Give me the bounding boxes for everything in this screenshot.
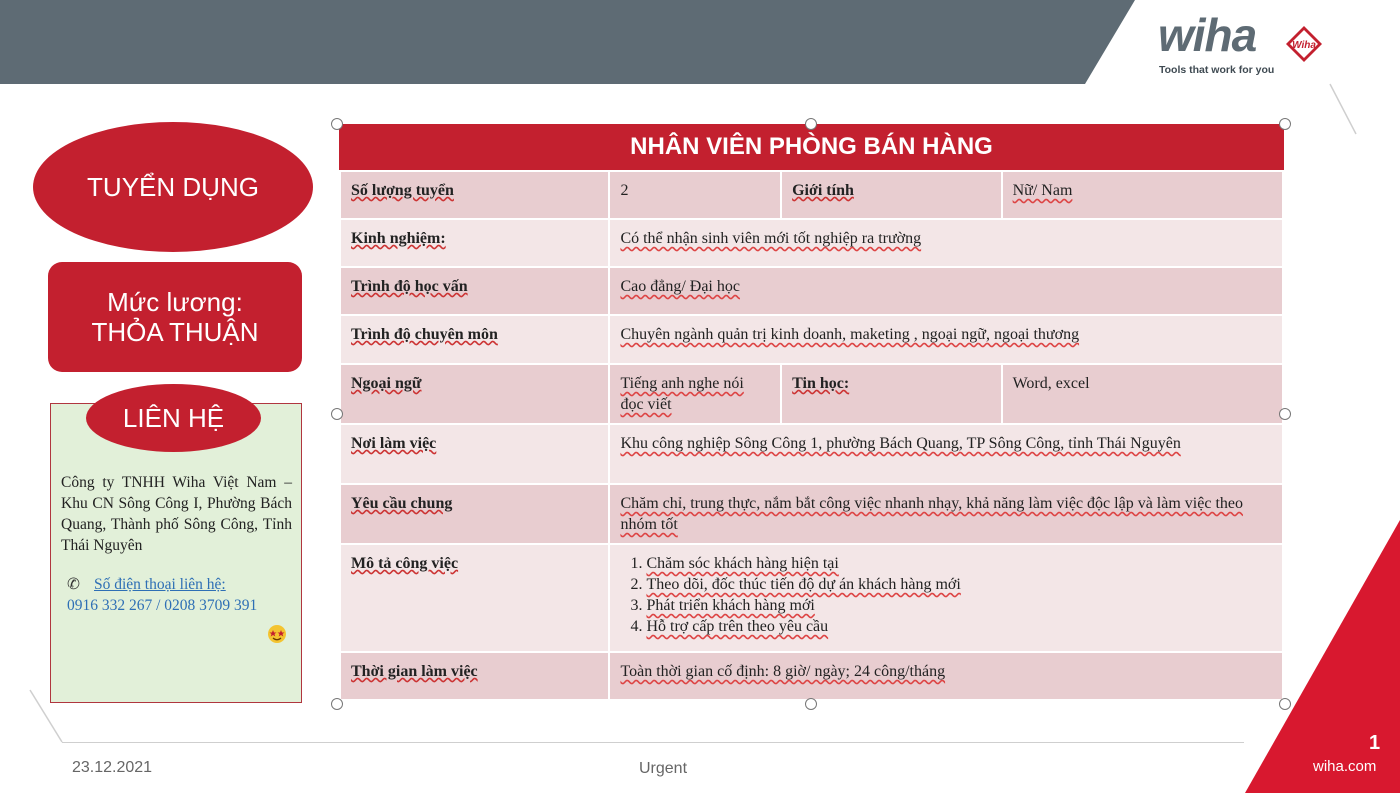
it-label: Tin học:: [781, 364, 1002, 424]
recruit-oval: TUYỂN DỤNG: [33, 122, 313, 252]
footer-divider: [62, 742, 1244, 743]
table-row: [340, 364, 1283, 424]
footer-status: Urgent: [639, 760, 688, 777]
tagline: Tools that work for you: [1159, 64, 1275, 76]
education-value: Cao đẳng/ Đại học: [609, 267, 1283, 315]
requirements-value: Chăm chỉ, trung thực, nắm bắt công việc nhanh nhạy, khả năng làm việc độc lập và làm việc theo nhóm tốt: [609, 484, 1283, 544]
phone-numbers[interactable]: 0916 332 267 / 0208 3709 391: [67, 597, 258, 614]
it-value: Word, excel: [1002, 364, 1283, 424]
job-table: [339, 170, 1284, 701]
contact-address: Công ty TNHH Wiha Việt Nam – Khu CN Sông Công I, Phường Bách Quang, Thành phố Sông Công, Tỉnh Thái Nguyên: [61, 474, 292, 554]
table-row: [340, 652, 1283, 700]
website-label: wiha.com: [1313, 758, 1377, 775]
table-row: [340, 171, 1283, 219]
salary-label: Mức lương:: [107, 287, 243, 317]
resize-handle-w[interactable]: [331, 408, 343, 420]
description-value: [609, 544, 1283, 652]
list-item: 2. Theo dõi, đốc thúc tiến độ dự án khách hàng mới: [646, 574, 1272, 595]
quantity-label: Số lượng tuyển: [340, 171, 609, 219]
wiha-badge-icon: [1284, 24, 1324, 64]
description-label: Mô tả công việc: [340, 544, 609, 652]
table-row: [340, 315, 1283, 364]
workplace-value: Khu công nghiệp Sông Công 1, phường Bách Quang, TP Sông Công, tỉnh Thái Nguyên: [609, 424, 1283, 484]
star-eyes-emoji-icon: [268, 625, 286, 643]
footer-date: 23.12.2021: [72, 759, 153, 776]
gender-value: Nữ/ Nam: [1002, 171, 1283, 219]
table-row: [340, 544, 1283, 652]
table-title: NHÂN VIÊN PHÒNG BÁN HÀNG: [339, 124, 1284, 170]
list-item: 1. Chăm sóc khách hàng hiện tại: [646, 553, 1272, 574]
experience-label: Kinh nghiệm:: [340, 219, 609, 267]
language-label: Ngoại ngữ: [340, 364, 609, 424]
requirements-label: Yêu cầu chung: [340, 484, 609, 544]
resize-handle-nw[interactable]: [331, 118, 343, 130]
list-item: 4. Hỗ trợ cấp trên theo yêu cầu: [646, 616, 1272, 637]
education-label: Trình độ học vấn: [340, 267, 609, 315]
badge-text: Wiha: [1292, 40, 1316, 51]
resize-handle-se[interactable]: [1279, 698, 1291, 710]
wiha-logo: wiha: [1158, 9, 1257, 61]
list-item: 3. Phát triển khách hàng mới: [646, 595, 1272, 616]
table-row: [340, 424, 1283, 484]
resize-handle-n[interactable]: [805, 118, 817, 130]
experience-value: Có thể nhận sinh viên mới tốt nghiệp ra trường: [609, 219, 1283, 267]
quantity-value: 2: [609, 171, 781, 219]
table-row: [340, 267, 1283, 315]
table-row: [340, 219, 1283, 267]
resize-handle-sw[interactable]: [331, 698, 343, 710]
hours-value: Toàn thời gian cố định: 8 giờ/ ngày; 24 công/tháng: [609, 652, 1283, 700]
resize-handle-ne[interactable]: [1279, 118, 1291, 130]
contact-title-oval: LIÊN HỆ: [86, 384, 261, 452]
resize-handle-e[interactable]: [1279, 408, 1291, 420]
table-row: [340, 484, 1283, 544]
gender-label: Giới tính: [781, 171, 1002, 219]
hours-label: Thời gian làm việc: [340, 652, 609, 700]
salary-box: [48, 262, 302, 372]
major-value: Chuyên ngành quản trị kinh doanh, maketing , ngoại ngữ, ngoại thương: [609, 315, 1283, 364]
task-list: [620, 553, 1272, 637]
resize-handle-s[interactable]: [805, 698, 817, 710]
page-number: 1: [1369, 732, 1381, 754]
workplace-label: Nơi làm việc: [340, 424, 609, 484]
phone-label-row: [67, 575, 226, 594]
language-value: Tiếng anh nghe nói đọc viết: [609, 364, 781, 424]
phone-icon: ✆: [67, 576, 80, 593]
major-label: Trình độ chuyên môn: [340, 315, 609, 364]
salary-value: THỎA THUẬN: [91, 317, 259, 347]
phone-label[interactable]: Số điện thoại liên hệ:: [94, 576, 226, 593]
